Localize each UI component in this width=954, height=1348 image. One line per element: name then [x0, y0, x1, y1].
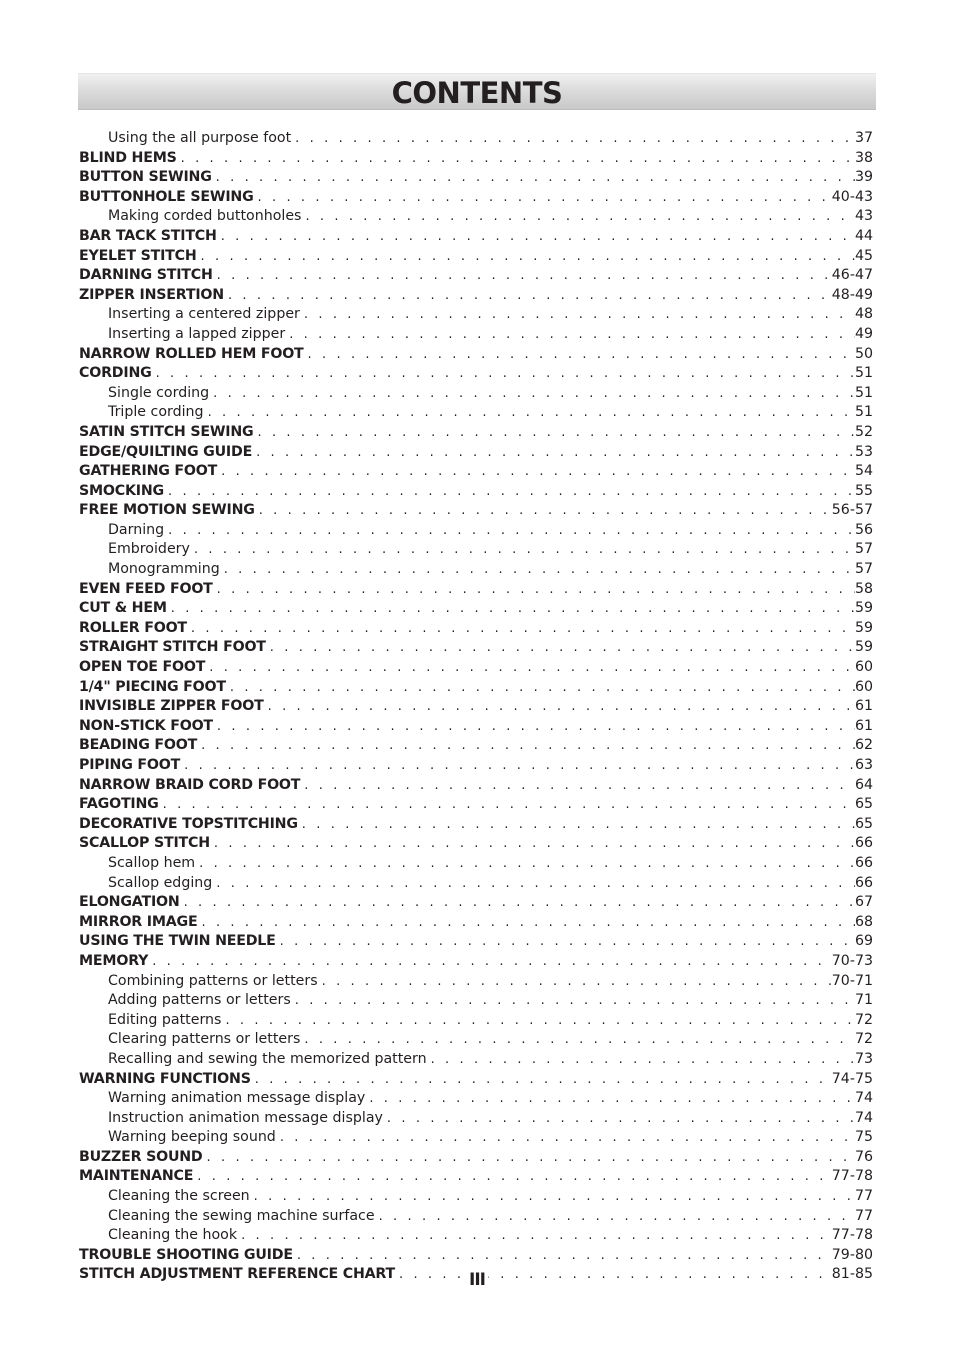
toc-entry-label: MIRROR IMAGE [79, 913, 198, 930]
dot-leader [301, 207, 854, 227]
toc-entry [79, 423, 873, 443]
dot-leader [180, 756, 855, 776]
toc-entry-label: STRAIGHT STITCH FOOT [79, 639, 266, 656]
toc-entry-label: Instruction animation message display [108, 1109, 383, 1126]
dot-leader [212, 874, 855, 894]
toc-entry-page: 58 [854, 580, 873, 597]
toc-entry-label: FREE MOTION SEWING [79, 502, 255, 519]
page-title: CONTENTS [391, 76, 563, 110]
toc-entry-page: 53 [854, 443, 873, 460]
toc-entry [79, 717, 873, 737]
toc-subentry [79, 403, 873, 423]
toc-entry [79, 678, 873, 698]
dot-leader [193, 1167, 832, 1187]
toc-entry-page: 48 [854, 306, 873, 323]
toc-entry-page: 71 [854, 992, 873, 1009]
dot-leader [224, 286, 832, 306]
dot-leader [213, 717, 855, 737]
dot-leader [148, 952, 832, 972]
toc-subentry [79, 1187, 873, 1207]
toc-entry-page: 74 [854, 1090, 873, 1107]
toc-entry-label: STITCH ADJUSTMENT REFERENCE CHART [79, 1266, 395, 1283]
toc-entry-page: 77 [854, 1207, 873, 1224]
dot-leader [190, 540, 855, 560]
toc-entry-label: PIPING FOOT [79, 757, 181, 773]
toc-subentry [79, 1050, 873, 1070]
toc-entry-label: BUTTONHOLE SEWING [79, 188, 254, 205]
dot-leader [204, 403, 855, 423]
toc-entry-label: EYELET STITCH [79, 247, 197, 264]
dot-leader [217, 462, 855, 482]
toc-entry-page: 75 [854, 1129, 873, 1146]
dot-leader [304, 345, 855, 365]
toc-entry [79, 266, 873, 286]
toc-entry-page: 49 [854, 325, 873, 342]
toc-subentry [79, 1128, 873, 1148]
toc-entry-page: 44 [854, 227, 873, 244]
dot-leader [152, 364, 855, 384]
toc-entry-label: NARROW BRAID CORD FOOT [79, 776, 301, 793]
dot-leader [251, 1070, 832, 1090]
toc-entry-label: Warning beeping sound [108, 1129, 276, 1146]
dot-leader [298, 815, 855, 835]
toc-subentry [79, 521, 873, 541]
toc-entry-page: 66 [854, 854, 873, 871]
toc-entry-label: Single cording [108, 384, 210, 401]
toc-subentry [79, 384, 873, 404]
dot-leader [221, 1011, 854, 1031]
toc-entry-page: 81-85 [831, 1266, 873, 1283]
toc-subentry [79, 1207, 873, 1227]
toc-entry [79, 815, 873, 835]
dot-leader [300, 776, 855, 796]
toc-entry [79, 462, 873, 482]
dot-leader [252, 443, 855, 463]
toc-entry-page: 40-43 [831, 188, 873, 205]
toc-entry-label: NARROW ROLLED HEM FOOT [79, 345, 304, 362]
toc-entry-label: DARNING STITCH [79, 267, 213, 284]
toc-entry-page: 56-57 [831, 502, 873, 519]
toc-subentry [79, 1089, 873, 1109]
dot-leader [293, 1246, 832, 1266]
dot-leader [195, 854, 855, 874]
toc-entry-page: 68 [854, 913, 873, 930]
toc-entry-page: 52 [854, 423, 873, 440]
toc-entry-label: Using the all purpose foot [108, 130, 292, 146]
dot-leader [318, 972, 832, 992]
toc-subentry [79, 972, 873, 992]
toc-entry-label: ZIPPER INSERTION [79, 286, 224, 303]
toc-entry-label: Scallop hem [108, 854, 196, 871]
toc-entry-label: INVISIBLE ZIPPER FOOT [79, 698, 264, 715]
toc-entry-page: 57 [854, 561, 873, 578]
dot-leader [203, 1148, 855, 1168]
toc-entry-page: 46-47 [831, 267, 873, 284]
dot-leader [197, 736, 855, 756]
toc-entry-label: BUZZER SOUND [79, 1148, 203, 1165]
toc-entry [79, 952, 873, 972]
dot-leader [254, 423, 855, 443]
dot-leader [226, 678, 855, 698]
toc-entry [79, 247, 873, 267]
dot-leader [276, 932, 855, 952]
dot-leader [213, 266, 832, 286]
toc-entry [79, 482, 873, 502]
dot-leader [164, 482, 855, 502]
toc-entry-page: 59 [854, 619, 873, 636]
dot-leader [276, 1128, 855, 1148]
dot-leader [300, 305, 855, 325]
toc-entry-page: 43 [854, 208, 873, 225]
toc-entry-label: SMOCKING [79, 482, 165, 499]
toc-entry-label: Recalling and sewing the memorized pattern [108, 1050, 427, 1067]
toc-entry-page: 59 [854, 600, 873, 617]
toc-entry [79, 168, 873, 188]
dot-leader [250, 1187, 855, 1207]
toc-entry-label: DECORATIVE TOPSTITCHING [79, 815, 298, 832]
dot-leader [187, 619, 855, 639]
toc-entry [79, 932, 873, 952]
toc-entry-label: EDGE/QUILTING GUIDE [79, 443, 253, 460]
toc-entry [79, 227, 873, 247]
dot-leader [264, 697, 855, 717]
dot-leader [197, 247, 855, 267]
toc-entry-label: SCALLOP STITCH [79, 835, 210, 852]
toc-entry-page: 60 [854, 659, 873, 676]
toc-entry-label: Inserting a lapped zipper [108, 325, 286, 342]
title-bar [78, 73, 876, 110]
toc-entry-label: MEMORY [79, 952, 149, 969]
dot-leader [164, 521, 855, 541]
toc-entry [79, 1070, 873, 1090]
toc-entry-label: OPEN TOE FOOT [79, 659, 206, 676]
dot-leader [213, 580, 855, 600]
toc-entry-label: Inserting a centered zipper [108, 306, 300, 323]
toc-entry [79, 501, 873, 521]
toc-entry-label: CUT & HEM [79, 600, 167, 617]
dot-leader [300, 1030, 855, 1050]
toc-entry [79, 638, 873, 658]
toc-entry-page: 72 [854, 1011, 873, 1028]
toc-entry [79, 599, 873, 619]
toc-entry-label: SATIN STITCH SEWING [79, 423, 254, 440]
dot-leader [177, 149, 855, 169]
toc-entry-page: 62 [854, 737, 873, 754]
dot-leader [255, 501, 832, 521]
toc-entry-page: 38 [854, 149, 873, 166]
dot-leader [237, 1226, 832, 1246]
toc-entry-page: 77-78 [831, 1168, 873, 1185]
toc-subentry [79, 991, 873, 1011]
toc-entry [79, 756, 873, 776]
toc-entry-page: 57 [854, 541, 873, 558]
toc-entry [79, 1246, 873, 1266]
toc-entry [79, 834, 873, 854]
toc-subentry [79, 325, 873, 345]
toc-subentry [79, 1011, 873, 1031]
toc-entry-page: 55 [854, 482, 873, 499]
toc-entry-label: GATHERING FOOT [79, 463, 218, 480]
toc-entry-page: 51 [854, 365, 873, 382]
toc-entry-label: Cleaning the sewing machine surface [108, 1207, 375, 1224]
toc-entry [79, 286, 873, 306]
toc-entry-label: Triple cording [108, 404, 204, 421]
toc-entry-page: 48-49 [831, 286, 873, 303]
toc-entry [79, 795, 873, 815]
toc-entry-page: 73 [854, 1050, 873, 1067]
toc-entry [79, 776, 873, 796]
dot-leader [285, 325, 855, 345]
toc-entry-page: 56 [854, 521, 873, 538]
toc-entry-page: 37 [854, 130, 873, 146]
toc-entry-page: 64 [854, 776, 873, 793]
toc-subentry [79, 1030, 873, 1050]
toc-entry-page: 76 [854, 1148, 873, 1165]
toc-entry-page: 45 [854, 247, 873, 264]
dot-leader [254, 188, 832, 208]
toc-subentry [79, 1109, 873, 1129]
toc-subentry [79, 560, 873, 580]
dot-leader [210, 834, 855, 854]
toc-entry-label: TROUBLE SHOOTING GUIDE [79, 1246, 293, 1263]
dot-leader [212, 168, 855, 188]
toc-entry-label: MAINTENANCE [79, 1168, 194, 1185]
dot-leader [266, 638, 855, 658]
toc-entry-page: 65 [854, 815, 873, 832]
toc-entry-label: Cleaning the screen [108, 1188, 250, 1205]
toc-subentry [79, 540, 873, 560]
toc-entry-label: Darning [108, 521, 165, 538]
toc-entry-page: 70-73 [831, 952, 873, 969]
toc-entry-page: 50 [854, 345, 873, 362]
toc-entry-label: Cleaning the hook [108, 1227, 238, 1244]
toc-entry-label: BLIND HEMS [79, 149, 177, 166]
table-of-contents [79, 129, 873, 1285]
toc-entry-page: 54 [854, 463, 873, 480]
toc-entry-label: ROLLER FOOT [79, 619, 187, 636]
dot-leader [198, 913, 855, 933]
page-number [0, 1270, 954, 1290]
toc-entry-page: 59 [854, 639, 873, 656]
toc-entry-page: 61 [854, 698, 873, 715]
toc-entry-label: Combining patterns or letters [108, 972, 318, 989]
dot-leader [220, 560, 855, 580]
toc-entry [79, 697, 873, 717]
toc-entry [79, 913, 873, 933]
toc-entry-page: 74-75 [831, 1070, 873, 1087]
dot-leader [365, 1089, 855, 1109]
toc-entry-page: 70-71 [831, 972, 873, 989]
toc-entry-label: Editing patterns [108, 1011, 222, 1028]
toc-subentry [79, 874, 873, 894]
toc-entry [79, 658, 873, 678]
toc-subentry [79, 1226, 873, 1246]
toc-entry [79, 188, 873, 208]
toc-entry [79, 1167, 873, 1187]
dot-leader [180, 893, 855, 913]
toc-entry-label: Clearing patterns or letters [108, 1031, 301, 1048]
dot-leader [291, 129, 855, 149]
toc-entry [79, 893, 873, 913]
toc-entry-label: ELONGATION [79, 894, 180, 911]
toc-entry-page: 61 [854, 717, 873, 734]
dot-leader [205, 658, 855, 678]
toc-entry-page: 51 [854, 384, 873, 401]
toc-entry [79, 1148, 873, 1168]
toc-entry [79, 619, 873, 639]
toc-entry-label: Warning animation message display [108, 1090, 366, 1107]
toc-entry-page: 63 [854, 757, 873, 773]
dot-leader [427, 1050, 855, 1070]
toc-entry [79, 443, 873, 463]
toc-entry-label: NON-STICK FOOT [79, 717, 213, 734]
toc-entry-page: 74 [854, 1109, 873, 1126]
toc-entry-label: CORDING [79, 365, 152, 382]
toc-entry-label: USING THE TWIN NEEDLE [79, 933, 276, 950]
dot-leader [291, 991, 855, 1011]
dot-leader [217, 227, 855, 247]
toc-entry-label: Monogramming [108, 561, 220, 578]
toc-entry-label: EVEN FEED FOOT [79, 580, 213, 597]
toc-entry-label: Scallop edging [108, 874, 213, 891]
toc-entry-page: 51 [854, 404, 873, 421]
toc-entry-label: BAR TACK STITCH [79, 227, 217, 244]
toc-entry-page: 65 [854, 796, 873, 813]
toc-entry-page: 66 [854, 874, 873, 891]
toc-entry-page: 69 [854, 933, 873, 950]
toc-entry-page: 72 [854, 1031, 873, 1048]
toc-entry-label: Adding patterns or letters [108, 992, 291, 1009]
toc-entry [79, 345, 873, 365]
toc-entry-page: 39 [854, 169, 873, 186]
toc-subentry [79, 129, 873, 149]
toc-entry [79, 364, 873, 384]
toc-entry-label: Making corded buttonholes [108, 208, 302, 225]
toc-entry [79, 149, 873, 169]
dot-leader [383, 1109, 855, 1129]
toc-entry-label: WARNING FUNCTIONS [79, 1070, 251, 1087]
toc-entry-page: 66 [854, 835, 873, 852]
toc-subentry [79, 854, 873, 874]
toc-entry-page: 79-80 [831, 1246, 873, 1263]
page-number-text: III [466, 1270, 488, 1290]
dot-leader [375, 1207, 855, 1227]
toc-subentry [79, 305, 873, 325]
toc-entry-page: 60 [854, 678, 873, 695]
toc-entry-label: BEADING FOOT [79, 737, 198, 754]
dot-leader [209, 384, 855, 404]
dot-leader [167, 599, 855, 619]
dot-leader [159, 795, 855, 815]
toc-entry-page: 77 [854, 1188, 873, 1205]
toc-entry-label: 1/4" PIECING FOOT [79, 678, 226, 695]
toc-entry [79, 580, 873, 600]
toc-entry-label: Embroidery [108, 541, 190, 558]
toc-entry-page: 67 [854, 894, 873, 911]
toc-subentry [79, 207, 873, 227]
toc-entry [79, 736, 873, 756]
toc-entry-label: FAGOTING [79, 796, 159, 813]
toc-entry-page: 77-78 [831, 1227, 873, 1244]
toc-entry-label: BUTTON SEWING [79, 169, 212, 186]
